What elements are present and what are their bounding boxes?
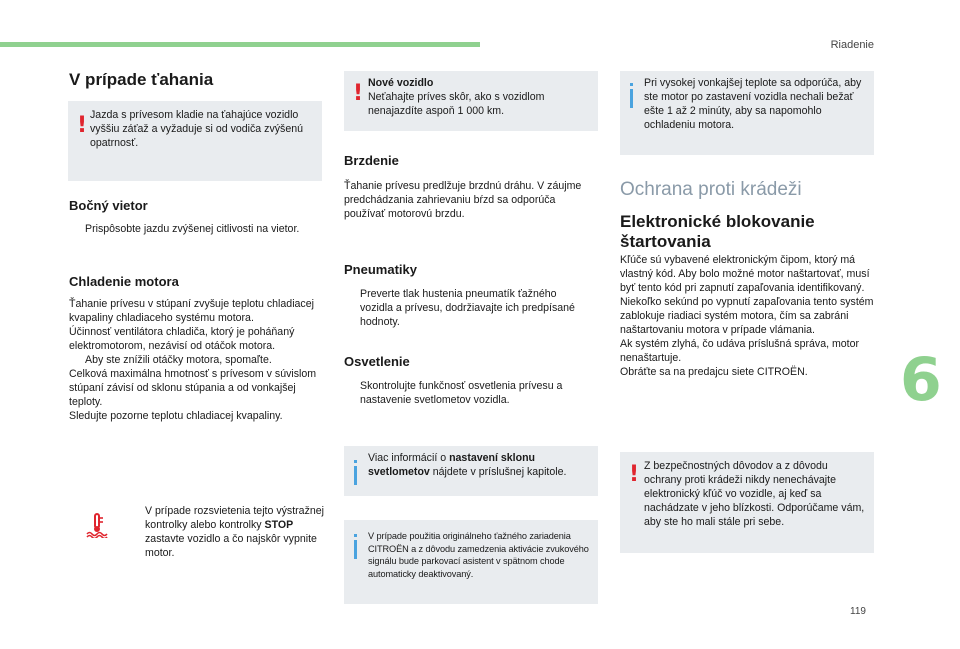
info-icon [354, 466, 357, 485]
warning-icon: ! [629, 462, 640, 487]
section-color-bar [0, 42, 480, 47]
anti-theft-title: Ochrana proti krádeži [620, 179, 802, 200]
immobiliser-section [620, 254, 875, 380]
lighting-bullet: Skontrolujte funkčnosť osvetlenia prívesu a nastavenie svetlometov vozidla. [360, 380, 563, 406]
section-title: Riadenie [830, 39, 874, 51]
warning-icon: ! [77, 113, 88, 138]
immobiliser-paragraph: Niekoľko sekúnd po vypnutí zapaľovania tento systém zablokuje riadiaci systém motora, čím sa zabráni naštartovaniu motora v prípade vlámania. [620, 295, 874, 336]
warning-box [68, 101, 322, 181]
info-box [620, 71, 874, 155]
new-vehicle-text: Neťahajte príves skôr, ako s vozidlom nenajazdíte aspoň 1 000 km. [368, 90, 545, 117]
info-icon [630, 89, 633, 108]
new-vehicle-title: Nové vozidlo [368, 77, 434, 89]
cooling-paragraph: Celková maximálna hmotnosť s prívesom v súvislom stúpaní závisí od sklonu stúpania a od vonkajšej teploty. [69, 367, 317, 408]
immobiliser-paragraph: Kľúče sú vybavené elektronickým čipom, ktorý má vlastný kód. Aby bolo možné motor naštartovať, musí byť tento kód pri zapnutí zapaľovania identifikovaný. [620, 254, 870, 294]
cooling-paragraph: Účinnosť ventilátora chladiča, ktorý je poháňaný elektromotorom, nezávisí od otáčok motora. [69, 325, 295, 352]
brakes-heading: Brzdenie [344, 153, 399, 168]
new-vehicle-box [344, 71, 598, 131]
cooling-heading: Chladenie motora [69, 274, 179, 289]
immobiliser-heading: Elektronické blokovanie štartovania [620, 212, 815, 251]
info-box [344, 520, 598, 604]
info-box: Viac informácií o nastavení sklonu svetlometov nájdete v príslušnej kapitole. [344, 446, 598, 496]
brakes-text: Ťahanie prívesu predlžuje brzdnú dráhu. V záujme predchádzania zahrievaniu bŕzd sa odporúča používať motorovú brzdu. [344, 180, 582, 220]
tyres-heading: Pneumatiky [344, 262, 417, 277]
warning-text: Z bezpečnostných dôvodov a z dôvodu ochrany proti krádeži nikdy nenechávajte elektronický kľúč vo vozidle, aj keď sa nachádzate v jeho blízkosti. Odporúčame vám, aby ste ho mali stále pri sebe. [644, 460, 865, 528]
warning-icon: ! [353, 81, 364, 106]
cooling-section [69, 298, 325, 424]
page-number: 119 [850, 606, 866, 617]
cooling-bullet: Aby ste znížili otáčky motora, spomaľte. [85, 353, 272, 366]
immobiliser-paragraph: Ak systém zlyhá, čo udáva príslušná správa, motor nenaštartuje. [620, 337, 860, 364]
info-icon [354, 540, 357, 559]
warning-text: Jazda s prívesom kladie na ťahajúce vozidlo vyššiu záťaž a vyžaduje si od vodiča zvýšenú opatrnosť. [90, 109, 304, 149]
lighting-heading: Osvetlenie [344, 354, 410, 369]
info-text: V prípade použitia originálneho ťažného zariadenia CITROËN a z dôvodu zamedzenia aktivácie zvukového signálu bude parkovací asistent v spätnom chode automaticky deaktivovaný. [368, 531, 589, 580]
side-wind-heading: Bočný vietor [69, 198, 148, 213]
tyres-bullet: Preverte tlak hustenia pneumatík ťažného vozidla a prívesu, dodržiavajte ich predpísané hodnoty. [360, 288, 575, 328]
page-title: V prípade ťahania [69, 70, 214, 89]
coolant-temperature-icon [86, 512, 108, 538]
warning-box [620, 452, 874, 553]
immobiliser-paragraph: Obráťte sa na predajcu siete CITROËN. [620, 365, 808, 378]
info-text: Pri vysokej vonkajšej teplote sa odporúča, aby ste motor po zastavení vozidla nechali bežať ešte 1 až 2 minúty, aby sa napomohlo ochladeniu motora. [644, 77, 862, 131]
chapter-number: 6 [900, 345, 942, 415]
cooling-paragraph: Sledujte pozorne teplotu chladiacej kvapaliny. [69, 409, 283, 422]
side-wind-bullet: Prispôsobte jazdu zvýšenej citlivosti na vietor. [85, 223, 300, 235]
temperature-warning-note: V prípade rozsvietenia tejto výstražnej kontrolky alebo kontrolky STOP zastavte vozidlo a čo najskôr vypnite motor. [145, 505, 325, 559]
cooling-paragraph: Ťahanie prívesu v stúpaní zvyšuje teplotu chladiacej kvapaliny chladiaceho systému motora. [69, 298, 314, 324]
